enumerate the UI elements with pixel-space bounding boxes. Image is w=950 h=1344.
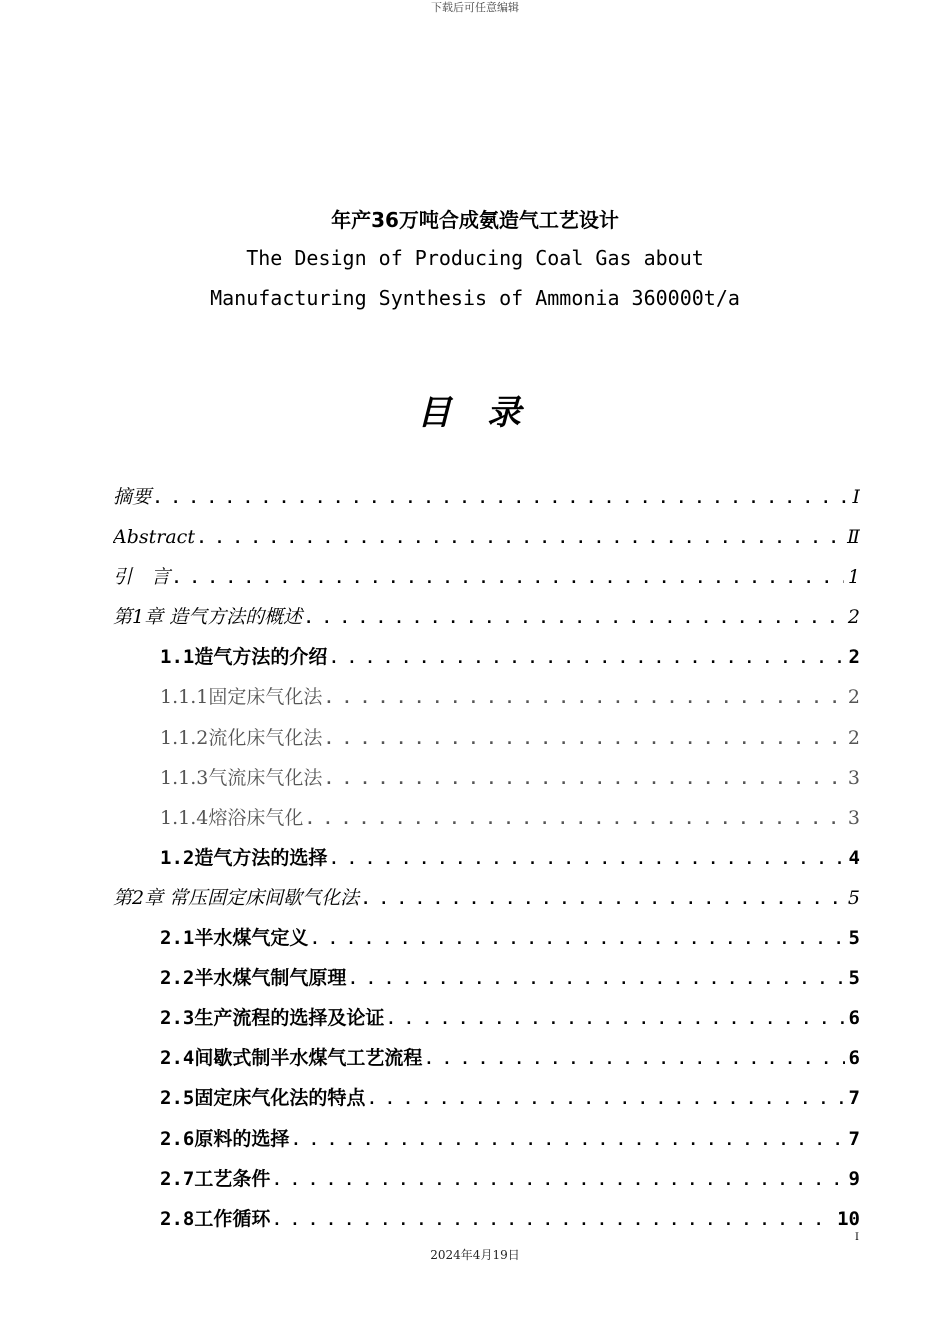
toc-entry-label: 2.3生产流程的选择及论证 xyxy=(160,1007,385,1030)
toc-entry[interactable] xyxy=(113,477,860,517)
toc-entry[interactable] xyxy=(113,597,860,637)
toc-entry-label: 1.1.4熔浴床气化 xyxy=(160,806,304,829)
title-english-line-1: The Design of Producing Coal Gas about xyxy=(246,246,704,270)
toc-entry[interactable] xyxy=(113,758,860,798)
toc-dot-leader xyxy=(172,558,844,597)
toc-dot-leader xyxy=(153,478,848,517)
toc-dot-leader xyxy=(304,598,844,637)
toc-entry-page-number: 2 xyxy=(848,646,860,669)
toc-entry-label: Abstract xyxy=(113,526,195,549)
toc-entry-label: 2.4间歇式制半水煤气工艺流程 xyxy=(160,1047,423,1070)
toc-entry[interactable] xyxy=(113,718,860,758)
toc-entry[interactable] xyxy=(113,517,860,557)
toc-entry-page-number: Ⅱ xyxy=(847,526,860,549)
toc-entry-page-number: 2 xyxy=(847,686,860,709)
toc-dot-leader xyxy=(367,1079,844,1118)
toc-entry-label: 2.1半水煤气定义 xyxy=(160,927,309,950)
toc-entry-page-number: 7 xyxy=(848,1087,860,1110)
toc-entry-page-number: 5 xyxy=(847,886,860,909)
toc-entry[interactable] xyxy=(113,1038,860,1078)
toc-entry[interactable] xyxy=(113,637,860,677)
toc-entry-page-number: 6 xyxy=(848,1047,860,1070)
toc-dot-leader xyxy=(291,1120,844,1159)
toc-entry-page-number: 3 xyxy=(847,766,860,789)
footer-page-mark: I xyxy=(855,1232,859,1243)
toc-entry[interactable] xyxy=(113,677,860,717)
toc-entry-label: 1.1.3气流床气化法 xyxy=(160,766,323,789)
toc-entry[interactable] xyxy=(113,798,860,838)
page-header-note: 下载后可任意编辑 xyxy=(431,1,519,14)
toc-dot-leader xyxy=(386,999,844,1038)
toc-entry-page-number: 7 xyxy=(848,1127,860,1150)
toc-dot-leader xyxy=(329,839,844,878)
toc-dot-leader xyxy=(424,1039,844,1078)
toc-entry-page-number: 4 xyxy=(848,846,860,869)
toc-entry[interactable] xyxy=(113,838,860,878)
toc-entry-label: 2.8工作循环 xyxy=(160,1207,271,1230)
toc-entry-label: 摘要 xyxy=(113,486,152,508)
toc-entry[interactable] xyxy=(113,998,860,1038)
toc-dot-leader xyxy=(329,638,844,677)
toc-dot-leader xyxy=(305,799,844,838)
toc-dot-leader xyxy=(361,879,844,918)
toc-entry-label: 1.1造气方法的介绍 xyxy=(160,646,328,669)
toc-entry-page-number: 3 xyxy=(847,806,860,829)
toc-dot-leader xyxy=(197,518,843,557)
toc-heading: 目 录 xyxy=(417,393,533,433)
toc-dot-leader xyxy=(348,959,844,998)
toc-entry-label: 第1章 造气方法的概述 xyxy=(113,606,303,629)
toc-entry-page-number: 6 xyxy=(848,1007,860,1030)
toc-entry-label: 2.5固定床气化法的特点 xyxy=(160,1087,366,1110)
toc-entry-page-number: 10 xyxy=(837,1207,860,1230)
toc-entry-label: 1.1.2流化床气化法 xyxy=(160,726,323,749)
toc-entry[interactable] xyxy=(113,1199,860,1239)
toc-entry-label: 第2章 常压固定床间歇气化法 xyxy=(113,886,360,909)
toc-entry[interactable] xyxy=(113,1078,860,1118)
toc-entry-page-number: Ⅰ xyxy=(852,486,860,508)
toc-dot-leader xyxy=(324,719,844,758)
toc-entry-label: 1.2造气方法的选择 xyxy=(160,846,328,869)
title-block xyxy=(0,202,950,318)
toc-entry[interactable] xyxy=(113,918,860,958)
toc-entry-page-number: 2 xyxy=(847,606,860,629)
toc-entry-label: 引 言 xyxy=(113,566,171,589)
toc-entry-label: 2.7工艺条件 xyxy=(160,1167,271,1190)
toc-dot-leader xyxy=(310,919,844,958)
toc-entry-page-number: 5 xyxy=(848,927,860,950)
toc-entry-page-number: 9 xyxy=(848,1167,860,1190)
toc-entry[interactable] xyxy=(113,958,860,998)
toc-entry[interactable] xyxy=(113,1119,860,1159)
toc-dot-leader xyxy=(272,1200,833,1239)
toc-entry-label: 1.1.1固定床气化法 xyxy=(160,686,323,709)
footer-date: 2024年4月19日 xyxy=(430,1248,520,1262)
toc-dot-leader xyxy=(324,678,844,717)
toc-dot-leader xyxy=(324,759,844,798)
toc-entry[interactable] xyxy=(113,878,860,918)
table-of-contents xyxy=(113,477,860,1239)
toc-entry[interactable] xyxy=(113,1159,860,1199)
toc-entry[interactable] xyxy=(113,557,860,597)
title-english-line-2: Manufacturing Synthesis of Ammonia 360000t/a xyxy=(210,286,740,310)
toc-entry-page-number: 2 xyxy=(847,726,860,749)
toc-entry-page-number: 1 xyxy=(847,566,860,589)
toc-dot-leader xyxy=(272,1160,844,1199)
title-chinese: 年产36万吨合成氨造气工艺设计 xyxy=(331,208,619,232)
toc-entry-page-number: 5 xyxy=(848,967,860,990)
toc-entry-label: 2.2半水煤气制气原理 xyxy=(160,967,347,990)
toc-entry-label: 2.6原料的选择 xyxy=(160,1127,290,1150)
